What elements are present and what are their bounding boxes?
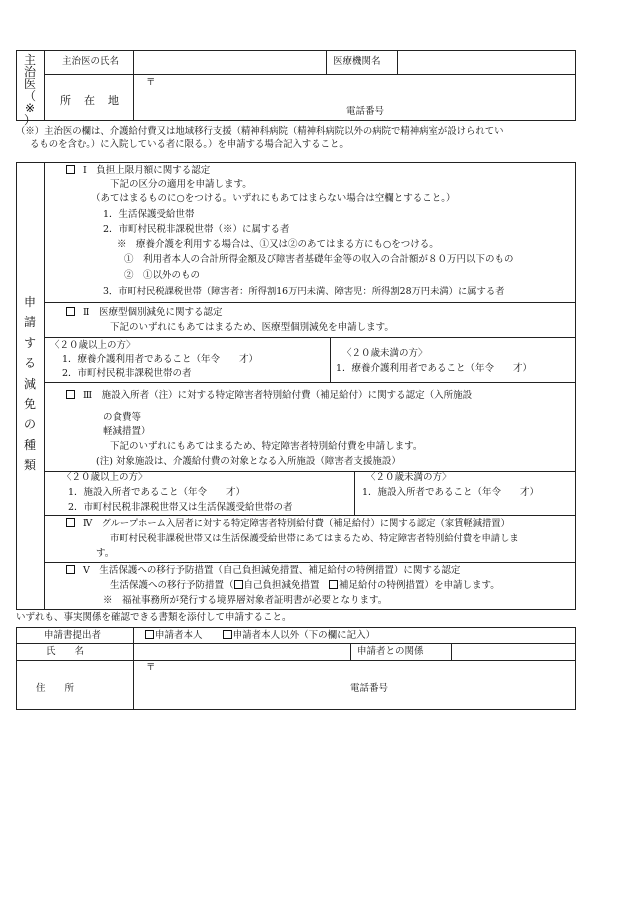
section2-line1: 下記のいずれにもあてはまるため、医療型個別減免を申請します。 [110,322,394,333]
section5-line1: 生活保護への移行予防措置（ 自己負担減免措置 補足給付の特例措置）を申請します。 [110,580,500,591]
reduction-side-label: 申 請 す る 減 免 の 種 類 [23,295,36,473]
section5-note: ※ 福祉事務所が発行する境界層対象者証明書が必要となります。 [103,595,388,606]
section3-right-head: 〈２０歳未満の方〉 [366,472,452,483]
submitter-name-field[interactable] [134,644,349,659]
section3-left-item2[interactable]: 2．市町村民税非課税世帯又は生活保護受給世帯の者 [68,502,293,513]
section3-line3: 下記のいずれにもあてはまるため、特定障害者特別給付費を申請します。 [110,441,423,452]
physician-address-label: 所 在 地 [60,94,120,107]
physician-side-label: 主 治 医 （ ※ ） [23,53,36,127]
physician-phone-label: 電話番号 [346,106,385,117]
attach-note: いずれも、事実関係を確認できる書類を添付して申請すること。 [16,612,292,623]
section4-checkbox[interactable] [66,518,75,527]
section1-checkbox[interactable] [66,165,75,174]
physician-name-label: 主治医の氏名 [62,56,120,67]
section3-title: Ⅲ 施設入所者（注）に対する特定障害者特別給付費（補足給付）に関する認定（入所施設 [66,390,472,402]
section3-line2: 軽減措置） [103,426,151,437]
relation-field[interactable] [452,644,575,659]
section3-line1: の食費等 [103,412,142,423]
relation-label: 申請者との関係 [357,646,424,657]
physician-note-line1: （※）主治医の欄は、介護給付費又は地域移行支援（精神科病院（精神科病院以外の病院で精神病室が設けられてい [16,126,504,137]
institution-field[interactable] [398,51,575,73]
section1-title: Ⅰ 負担上限月額に関する認定 [66,165,210,177]
section4-line1: 市町村民税非課税世帯又は生活保護受給世帯にあてはまるため、特定障害者特別給付費を申請しま [110,533,519,544]
section4-title: Ⅳ グループホーム入居者に対する特定障害者特別給付費（補足給付）に関する認定（家賃軽減措置） [66,518,510,530]
submitter-self-checkbox[interactable] [145,630,154,639]
section5-title: Ⅴ 生活保護への移行予防措置（自己負担減免措置、補足給付の特例措置）に関する認定 [66,565,460,577]
section2-left-item2[interactable]: 2．市町村民税非課税世帯の者 [62,368,192,379]
section5-opt2-checkbox[interactable] [329,580,338,589]
submitter-phone-label: 電話番号 [350,683,389,694]
submitter-options: 申請者本人 申請者本人以外（下の欄に記入） [145,630,375,642]
section3-checkbox[interactable] [66,390,75,399]
submitter-address-label: 住 所 [36,683,75,694]
submitter-other-checkbox[interactable] [223,630,232,639]
section2-left-item1[interactable]: 1．療養介護利用者であること（年令 才） [62,354,259,365]
submitter-name-label: 氏 名 [46,646,85,657]
section5-checkbox[interactable] [66,565,75,574]
section1-line2: （あてはまるものに○をつける。いずれにもあてはまらない場合は空欄とすること。） [91,193,456,204]
section1-sub2[interactable]: ② ①以外のもの [124,270,201,281]
submitter-postal-mark: 〒 [146,662,156,673]
section2-left-head: 〈２０歳以上の方〉 [50,340,136,351]
section3-right-item1[interactable]: 1．施設入所者であること（年令 才） [362,487,540,498]
section4-line2: す。 [96,548,115,559]
submitter-label: 申請書提出者 [44,630,102,641]
section5-opt1-checkbox[interactable] [234,580,243,589]
section3-left-item1[interactable]: 1．施設入所者であること（年令 才） [68,487,246,498]
physician-name-field[interactable] [134,51,325,73]
physician-postal-mark: 〒 [146,77,156,88]
section1-option2[interactable]: 2．市町村民税非課税世帯（※）に属する者 [103,224,290,235]
institution-label: 医療機関名 [333,56,381,67]
section2-right-head: 〈２０歳未満の方〉 [342,348,428,359]
section1-sub1[interactable]: ① 利用者本人の合計所得金額及び障害者基礎年金等の収入の合計額が８０万円以下のもの [124,254,514,265]
section1-note: ※ 療養介護を利用する場合は、①又は②のあてはまる方にも○をつける。 [117,239,439,250]
section2-checkbox[interactable] [66,307,75,316]
physician-note-line2: るものを含む。）に入院している者に限る。）を申請する場合記入すること。 [30,139,349,150]
section3-left-head: 〈２０歳以上の方〉 [62,472,148,483]
section1-option3[interactable]: 3．市町村民税課税世帯（障害者：所得割16万円未満、障害児：所得割28万円未満）に属する者 [103,286,505,297]
section2-right-item1[interactable]: 1．療養介護利用者であること（年令 才） [336,363,533,374]
section2-title: Ⅱ 医療型個別減免に関する認定 [66,307,222,319]
section3-line4: (注) 対象施設は、介護給付費の対象となる入所施設（障害者支援施設） [96,456,401,467]
section1-option1[interactable]: 1．生活保護受給世帯 [103,209,195,220]
section1-line1: 下記の区分の適用を申請します。 [110,179,252,190]
